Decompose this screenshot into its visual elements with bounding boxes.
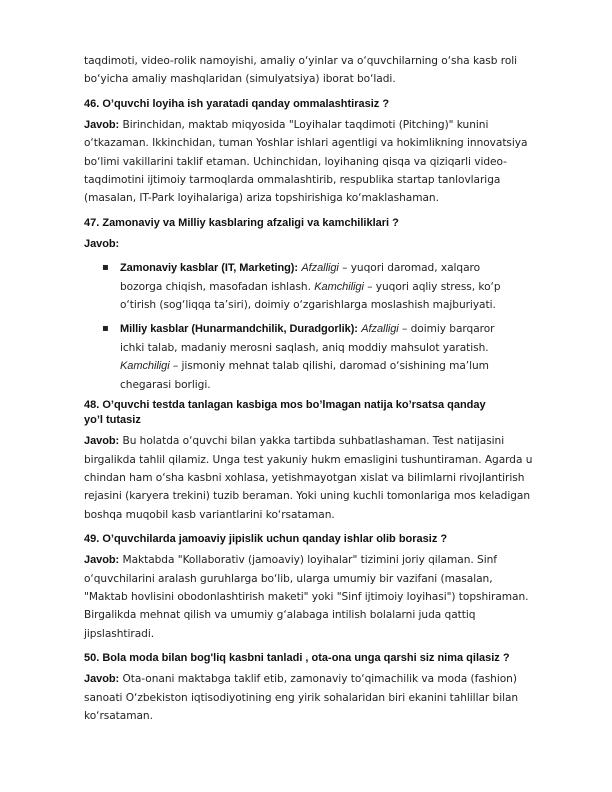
answer-50: Javob: Ota-onani maktabga taklif etib, zamonaviy to‘qimachilik va moda (fashion) sanoati O‘zbekiston iqtisodiyotining eng yirik sohalaridan biri ekanini tahlillar bilan ko‘rsataman.	[84, 673, 519, 722]
answer-label: Javob:	[84, 118, 120, 131]
question-46-heading: 46. O’quvchi loyiha ish yaratadi qanday ommalashtirasiz ?	[84, 97, 390, 110]
answer-label: Javob:	[84, 673, 120, 686]
question-49-heading: 49. O’quvchilarda jamoaviy jipislik uchun qanday ishlar olib borasiz ?	[84, 533, 448, 546]
answer-46: Javob: Birinchidan, maktab miqyosida "Loyihalar taqdimoti (Pitching)" kunini o‘tkazaman. Ikkinchidan, tuman Yoshlar ishlari agentligi va hokimlikning innovatsiya bo‘limi vakillarini taklif etaman. Uchinchidan, loyihaning qisqa va qiziqarli video- taqdimotini ijtimoiy tarmoqlarda ommalashtirib, respublika startap tanlovlariga (masalan, IT-Park loyihalariga) ariza topshirishiga ko‘maklashaman.	[84, 118, 528, 205]
question-50-heading: 50. Bola moda bilan bog'liq kasbni tanladi , ota-ona unga qarshi siz nima qilasiz ?	[84, 652, 510, 665]
question-48-heading: 48. O’quvchi testda tanlagan kasbiga mos bo’lmagan natija ko’rsatsa qanday yo’l tutasiz	[84, 399, 486, 427]
bullet-icon: ▪	[102, 323, 109, 335]
list-item-modern-professions: ▪ Zamonaviy kasblar (IT, Marketing): Afzalligi – yuqori daromad, xalqaro bozorga chiqish, masofadan ishlash. Kamchiligi – yuqori aqliy stress, ko‘p o‘tirish (sog‘liqqa ta’siri), doimiy o‘zgarishlarga moslashish majburiyati.	[84, 259, 566, 314]
answer-48: Javob: Bu holatda o‘quvchi bilan yakka tartibda suhbatlashaman. Test natijasini birgalikda tahlil qilamiz. Unga test yakuniy hukm emasligini tushuntiraman. Agarda u chindan ham o‘sha kasbni xohlasa, yetishmayotgan xislat va bilimlarni rivojlantirish rejasini (karyera trekini) tuzib beraman. Yoki uning kuchli tomonlariga mos keladigan boshqa muqobil kasb variantlarini ko‘rsataman.	[84, 435, 533, 521]
document-page	[84, 52, 566, 725]
question-47-heading: 47. Zamonaviy va Milliy kasblaring afzaligi va kamchiliklari ?	[84, 216, 399, 229]
list-item-national-professions: ▪ Milliy kasblar (Hunarmandchilik, Duradgorlik): Afzalligi – doimiy barqaror ichki talab, madaniy merosni saqlash, aniq moddiy mahsulot yaratish. Kamchiligi – jismoniy mehnat talab qilishi, daromad o‘sishining ma’lum chegarasi borligi.	[84, 320, 566, 394]
bullet-icon: ▪	[102, 262, 109, 274]
answer-label: Javob:	[84, 237, 120, 250]
answer-47-list	[84, 259, 566, 394]
answer-49: Javob: Maktabda "Kollaborativ (jamoaviy) loyihalar" tizimini joriy qilaman. Sinf o‘quvchilarini aralash guruhlarga bo‘lib, ularga umumiy bir vazifani (masalan, "Maktab hovlisini obodonlashtirish maketi" yoki "Sinf ijtimoiy loyihasi") topshiraman. Birgalikda mehnat qilish va umumiy g‘alabaga intilish bolalarni juda qattiq jipslashtiradi.	[84, 554, 529, 640]
answer-label: Javob:	[84, 435, 120, 448]
answer-47-label-line	[84, 235, 566, 253]
answer-label: Javob:	[84, 554, 120, 567]
intro-paragraph: taqdimoti, video-rolik namoyishi, amaliy o‘yinlar va o‘quvchilarning o‘sha kasb roli bo‘yicha amaliy mashqlaridan (simulyatsiya) iborat bo‘ladi.	[84, 55, 518, 86]
